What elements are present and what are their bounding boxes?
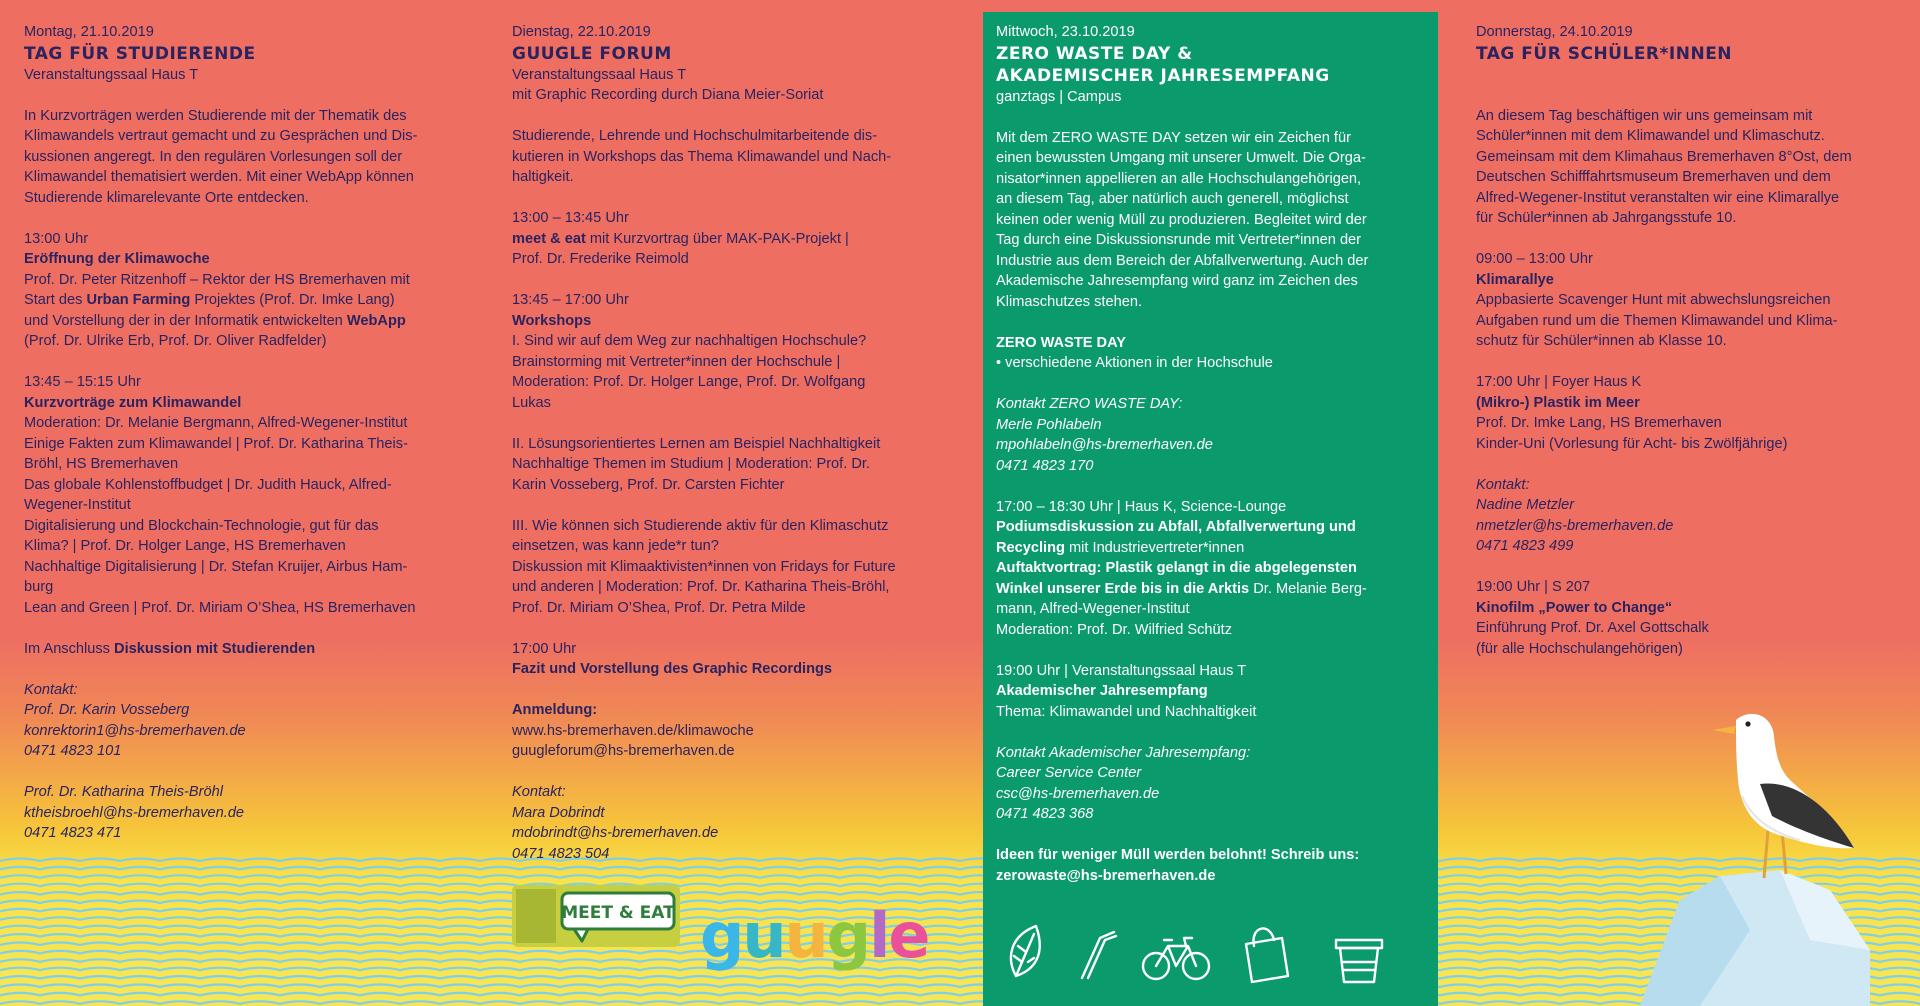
venue-note: mit Graphic Recording durch Diana Meier-Soriat <box>512 87 824 103</box>
wave-line <box>0 859 1920 862</box>
date-thursday: Donnerstag, 24.10.2019 <box>1476 24 1633 40</box>
session-title: Kurzvorträge zum Klimawandel <box>24 394 242 411</box>
session-title: Eröffnung der Klimawoche <box>24 251 210 267</box>
contact-name: Merle Pohlabeln <box>996 416 1102 433</box>
session-line: (Prof. Dr. Ulrike Erb, Prof. Dr. Oliver Radfelder) <box>24 333 327 349</box>
session-line: Appbasierte Scavenger Hunt mit abwechslungsreichen <box>1476 292 1831 308</box>
session-title: Kinofilm „Power to Change“ <box>1476 599 1673 616</box>
session-line: Prof. Dr. Peter Ritzenhoff – Rektor der HS Bremerhaven mit <box>24 271 410 288</box>
intro-line: an diesem Tag, aber natürlich auch generell, möglichst <box>996 191 1349 207</box>
session-time: 13:00 – 13:45 Uhr <box>512 210 629 226</box>
intro-line: einen bewussten Umgang mit unserer Umwelt. Die Orga- <box>996 150 1366 166</box>
ideas-email[interactable]: zerowaste@hs-bremerhaven.de <box>996 867 1216 884</box>
session-line: Digitalisierung und Blockchain-Technologie, gut für das <box>24 517 379 534</box>
contact-label: Kontakt Akademischer Jahresempfang: <box>996 744 1251 761</box>
workshop-line: einsetzen, was kann jede*r tun? <box>512 538 719 554</box>
workshop-line: Lukas <box>512 394 551 411</box>
workshop-line: I. Sind wir auf dem Weg zur nachhaltigen Hochschule? <box>512 333 867 349</box>
wave-pattern <box>0 855 1920 1006</box>
title-wednesday-2: AKADEMISCHER JAHRESEMPFANG <box>996 65 1330 86</box>
session-line: Kinder-Uni (Vorlesung für Acht- bis Zwölfjährige) <box>1476 435 1788 452</box>
session-title: (Mikro-) Plastik im Meer <box>1476 394 1640 411</box>
session-title: ZERO WASTE DAY <box>996 334 1127 351</box>
session-time: 19:00 Uhr | S 207 <box>1476 579 1591 595</box>
intro-line: Studierende, Lehrende und Hochschulmitarbeitende dis- <box>512 128 878 144</box>
registration-email[interactable]: guugleforum@hs-bremerhaven.de <box>512 743 735 759</box>
venue: Veranstaltungssaal Haus T <box>24 66 199 83</box>
contact-email[interactable]: mpohlabeln@hs-bremerhaven.de <box>996 437 1213 453</box>
wave-line <box>0 985 1920 988</box>
workshop-line: II. Lösungsorientiertes Lernen am Beispiel Nachhaltigkeit <box>512 435 881 452</box>
wave-line <box>0 884 1920 887</box>
session-line: Winkel unserer Erde bis in die Arktis Dr. Melanie Berg- <box>996 580 1367 597</box>
workshop-line: Prof. Dr. Miriam O’Shea, Prof. Dr. Petra Milde <box>512 599 806 616</box>
intro-line: Industrie aus dem Bereich der Abfallverwertung. Auch der <box>996 252 1369 269</box>
wave-line <box>0 926 1920 929</box>
logo-letter: g <box>700 899 743 972</box>
session-line: Wegener-Institut <box>24 497 131 513</box>
session-time: 17:00 – 18:30 Uhr | Haus K, Science-Lounge <box>996 498 1287 515</box>
contact-email[interactable]: csc@hs-bremerhaven.de <box>996 785 1160 802</box>
contact-email[interactable]: nmetzler@hs-bremerhaven.de <box>1476 517 1674 534</box>
contact-email[interactable]: konrektorin1@hs-bremerhaven.de <box>24 722 246 739</box>
intro-line: Studierende klimarelevante Orte entdecken. <box>24 189 309 206</box>
bag-icon <box>1246 929 1288 982</box>
workshop-line: Moderation: Prof. Dr. Holger Lange, Prof. Dr. Wolfgang <box>512 374 866 390</box>
contact-phone: 0471 4823 504 <box>512 845 610 862</box>
intro-line: Klimaschutzes stehen. <box>996 293 1143 310</box>
intro-line: Deutschen Schifffahrtsmuseum Bremerhaven und dem <box>1476 169 1831 185</box>
session-line: Das globale Kohlenstoffbudget | Dr. Judith Hauck, Alfred- <box>24 476 392 493</box>
intro-line: haltigkeit. <box>512 169 574 185</box>
intro-line: Klimawandel thematisiert werden. Mit einer WebApp können <box>24 169 414 185</box>
wave-line <box>0 934 1920 937</box>
session-line: Recycling mit Industrievertreter*innen <box>996 539 1245 556</box>
session-line: meet & eat mit Kurzvortrag über MAK-PAK-Projekt | <box>512 230 849 247</box>
contact-name: Nadine Metzler <box>1476 497 1575 513</box>
workshop-line: III. Wie können sich Studierende aktiv für den Klimaschutz <box>512 517 889 534</box>
wave-line <box>0 951 1920 954</box>
workshop-line: Karin Vosseberg, Prof. Dr. Carsten Fichter <box>512 476 785 493</box>
contact-phone: 0471 4823 471 <box>24 825 122 841</box>
bicycle-icon <box>1143 938 1209 979</box>
wednesday-column <box>996 22 1426 886</box>
session-line: Aufgaben rund um die Themen Klimawandel und Klima- <box>1476 312 1838 329</box>
title-wednesday: ZERO WASTE DAY & <box>996 43 1193 64</box>
title-tuesday: GUUGLE FORUM <box>512 43 672 64</box>
session-line: mann, Alfred-Wegener-Institut <box>996 601 1190 617</box>
contact-name: Mara Dobrindt <box>512 804 605 821</box>
session-line: Bröhl, HS Bremerhaven <box>24 456 179 472</box>
session-title: Podiumsdiskussion zu Abfall, Abfallverwertung und <box>996 519 1356 535</box>
workshop-line: Brainstorming mit Vertreter*innen der Hochschule | <box>512 353 841 370</box>
title-monday: TAG FÜR STUDIERENDE <box>24 43 256 64</box>
session-line: • verschiedene Aktionen in der Hochschule <box>996 355 1273 371</box>
monday-column <box>24 22 464 844</box>
session-line: Lean and Green | Prof. Dr. Miriam O’Shea, HS Bremerhaven <box>24 599 416 616</box>
session-time: 13:45 – 15:15 Uhr <box>24 374 141 390</box>
intro-line: kutieren in Workshops das Thema Klimawandel und Nach- <box>512 148 892 165</box>
session-time: 17:00 Uhr | Foyer Haus K <box>1476 374 1642 390</box>
meet-eat-logo <box>512 885 680 947</box>
ideas-line: Ideen für weniger Müll werden belohnt! Schreib uns: <box>996 847 1360 863</box>
contact-email[interactable]: mdobrindt@hs-bremerhaven.de <box>512 825 719 841</box>
session-time: 17:00 Uhr <box>512 640 577 657</box>
contact-phone: 0471 4823 170 <box>996 457 1094 474</box>
registration-label: Anmeldung: <box>512 702 598 718</box>
contact-name: Prof. Dr. Karin Vosseberg <box>24 702 190 718</box>
contact-label: Kontakt: <box>24 681 78 698</box>
session-line: (für alle Hochschulangehörigen) <box>1476 640 1683 657</box>
contact-label: Kontakt: <box>1476 476 1530 493</box>
intro-line: Schüler*innen mit dem Klimawandel und Klimaschutz. <box>1476 128 1825 144</box>
session-line: schutz für Schüler*innen ab Klasse 10. <box>1476 333 1727 349</box>
logo-letter: l <box>869 899 889 972</box>
contact-phone: 0471 4823 368 <box>996 806 1094 822</box>
cup-icon <box>1336 940 1382 982</box>
session-title: Fazit und Vorstellung des Graphic Recordings <box>512 661 833 677</box>
session-line: Prof. Dr. Frederike Reimold <box>512 251 689 267</box>
logo-letter: u <box>784 899 827 972</box>
intro-line: für Schüler*innen ab Jahrgangsstufe 10. <box>1476 210 1737 226</box>
intro-line: In Kurzvorträgen werden Studierende mit der Thematik des <box>24 107 407 124</box>
session-line: Thema: Klimawandel und Nachhaltigkeit <box>996 703 1257 720</box>
contact-name: Prof. Dr. Katharina Theis-Bröhl <box>24 784 223 800</box>
closing-line: Im Anschluss Diskussion mit Studierenden <box>24 640 316 657</box>
session-time: 13:00 Uhr <box>24 230 89 247</box>
session-line: Prof. Dr. Imke Lang, HS Bremerhaven <box>1476 415 1722 431</box>
wave-line <box>0 943 1920 946</box>
session-line: Moderation: Dr. Melanie Bergmann, Alfred-Wegener-Institut <box>24 415 408 431</box>
session-line: Klima? | Prof. Dr. Holger Lange, HS Bremerhaven <box>24 538 346 554</box>
session-line: Einige Fakten zum Klimawandel | Prof. Dr. Katharina Theis- <box>24 435 408 452</box>
wave-line <box>0 901 1920 904</box>
intro-line: Mit dem ZERO WASTE DAY setzen wir ein Zeichen für <box>996 129 1351 146</box>
session-line: Nachhaltige Digitalisierung | Dr. Stefan Kruijer, Airbus Ham- <box>24 558 408 575</box>
title-thursday: TAG FÜR SCHÜLER*INNEN <box>1476 43 1733 64</box>
venue: Veranstaltungssaal Haus T <box>512 66 687 83</box>
intro-line: nisator*innen appellieren an alle Hochschulangehörigen, <box>996 170 1362 187</box>
tuesday-column <box>512 22 952 864</box>
wave-line <box>0 892 1920 895</box>
session-line: burg <box>24 579 54 595</box>
venue: ganztags | Campus <box>996 88 1122 105</box>
date-wednesday: Mittwoch, 23.10.2019 <box>996 24 1135 40</box>
intro-line: Gemeinsam mit dem Klimahaus Bremerhaven 8°Ost, dem <box>1476 148 1852 165</box>
wave-line <box>0 909 1920 912</box>
contact-label: Kontakt ZERO WASTE DAY: <box>996 396 1183 412</box>
wave-line <box>0 976 1920 979</box>
wave-line <box>0 917 1920 920</box>
session-time: 19:00 Uhr | Veranstaltungssaal Haus T <box>996 662 1247 679</box>
contact-phone: 0471 4823 101 <box>24 743 122 759</box>
intro-line: An diesem Tag beschäftigen wir uns gemeinsam mit <box>1476 107 1813 124</box>
wave-line <box>0 867 1920 870</box>
session-title: Klimarallye <box>1476 271 1554 288</box>
intro-line: Klimawandels vertraut gemacht und zu Gesprächen und Dis- <box>24 128 418 144</box>
session-line: Moderation: Prof. Dr. Wilfried Schütz <box>996 621 1233 638</box>
wave-line <box>0 1001 1920 1004</box>
workshop-line: Nachhaltige Themen im Studium | Moderation: Prof. Dr. <box>512 456 870 472</box>
intro-line: Akademische Jahresempfang wird ganz im Zeichen des <box>996 273 1358 289</box>
session-title: Akademischer Jahresempfang <box>996 683 1208 699</box>
session-title: Auftaktvortrag: Plastik gelangt in die abgelegensten <box>996 560 1357 576</box>
intro-line: keinen oder wenig Müll zu produzieren. Begleitet wird der <box>996 211 1367 228</box>
logo-letter: e <box>888 899 929 972</box>
session-line: und Vorstellung der in der Informatik entwickelten WebApp <box>24 312 406 329</box>
contact-email[interactable]: ktheisbroehl@hs-bremerhaven.de <box>24 804 245 821</box>
wave-line <box>0 959 1920 962</box>
session-title: Workshops <box>512 312 592 329</box>
straw-icon <box>1082 932 1116 978</box>
intro-line: Alfred-Wegener-Institut veranstalten wir eine Klimarallye <box>1476 189 1840 206</box>
guugle-logo <box>700 899 929 972</box>
workshop-line: und anderen | Moderation: Prof. Dr. Katharina Theis-Bröhl, <box>512 579 890 595</box>
wave-line <box>0 875 1920 878</box>
logo-letter: u <box>742 899 785 972</box>
wave-line <box>0 993 1920 996</box>
registration-link[interactable]: www.hs-bremerhaven.de/klimawoche <box>512 722 754 739</box>
session-line: Start des Urban Farming Projektes (Prof. Dr. Imke Lang) <box>24 292 395 308</box>
thursday-column <box>1476 22 1896 659</box>
workshop-line: Diskussion mit Klimaaktivisten*innen von Fridays for Future <box>512 558 896 575</box>
date-monday: Montag, 21.10.2019 <box>24 24 154 40</box>
intro-line: kussionen angeregt. In den regulären Vorlesungen soll der <box>24 148 403 165</box>
contact-label: Kontakt: <box>512 784 566 800</box>
meet-eat-logo-text: MEET & EAT <box>561 903 675 923</box>
contact-phone: 0471 4823 499 <box>1476 538 1574 554</box>
logo-letter: g <box>826 899 870 972</box>
intro-line: Tag durch eine Diskussionsrunde mit Vertreter*innen der <box>996 232 1362 248</box>
session-line: Einführung Prof. Dr. Axel Gottschalk <box>1476 620 1709 636</box>
zero-waste-icons <box>996 918 1426 988</box>
session-time: 13:45 – 17:00 Uhr <box>512 292 629 308</box>
session-time: 09:00 – 13:00 Uhr <box>1476 251 1593 267</box>
wave-line <box>0 968 1920 971</box>
seagull-illustration <box>1640 700 1870 1006</box>
date-tuesday: Dienstag, 22.10.2019 <box>512 24 651 40</box>
leaf-icon <box>1011 926 1040 976</box>
contact-name: Career Service Center <box>996 765 1142 781</box>
